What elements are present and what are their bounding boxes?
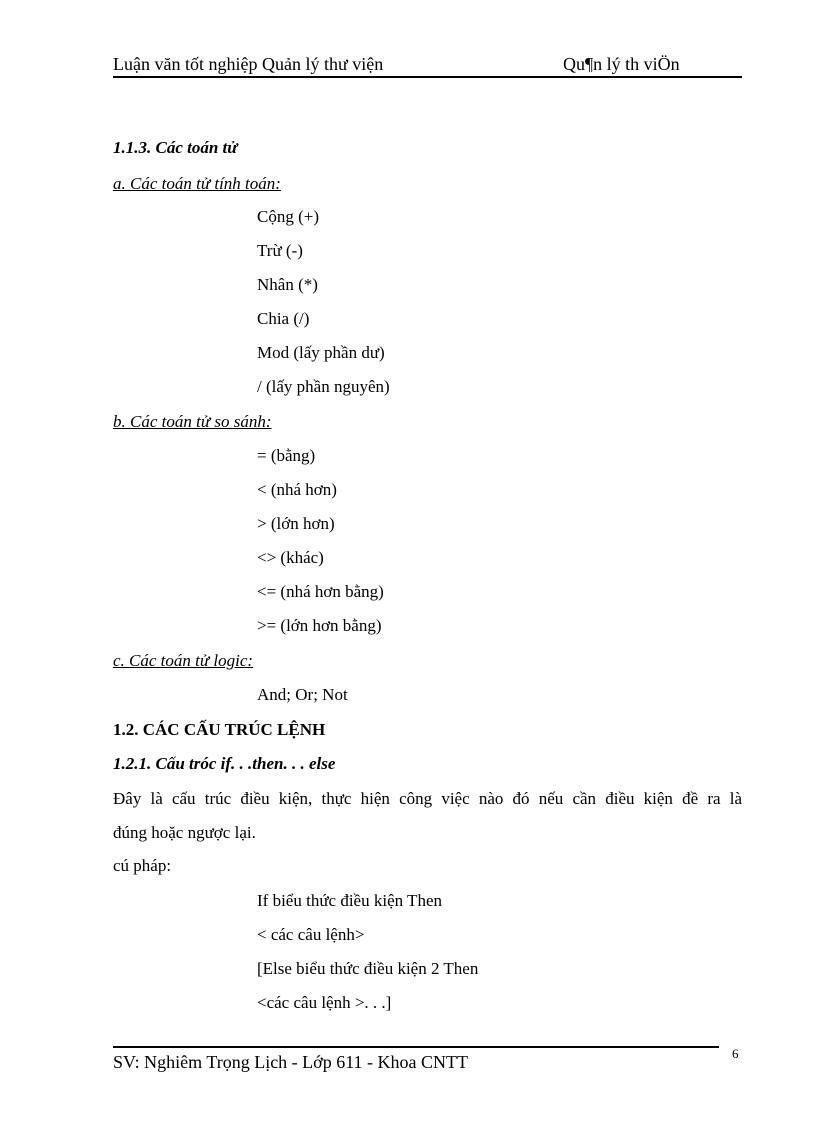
list-item: >= (lớn hơn bằng) [257,616,382,635]
subheading-a: a. Các toán tử tính toán: [113,174,281,193]
section-title-1-1-3: 1.1.3. Các toán tử [113,138,238,157]
syntax-line: < các câu lệnh> [257,925,365,944]
list-item: <= (nhá hơn bằng) [257,582,384,601]
list-item: < (nhá hơn) [257,480,337,499]
list-item: Trừ (-) [257,241,303,260]
paragraph-line: đúng hoặc ngược lại. [113,823,256,842]
section-title-1-2-1: 1.2.1. Cấu tróc if. . .then. . . else [113,754,336,773]
header-left: Luận văn tốt nghiệp Quản lý thư viện [113,54,384,74]
list-item: = (bằng) [257,446,316,465]
syntax-line: <các câu lệnh >. . .] [257,993,392,1012]
list-item: / (lấy phần nguyên) [257,377,390,396]
page-number: 6 [732,1046,739,1061]
list-item: > (lớn hơn) [257,514,335,533]
list-item: And; Or; Not [257,685,348,704]
list-item: <> (khác) [257,548,324,567]
header-right: Qu¶n lý th viÖn [563,54,680,74]
list-item: Mod (lấy phần dư) [257,343,385,362]
list-item: Chia (/) [257,309,310,328]
footer-text: SV: Nghiêm Trọng Lịch - Lớp 611 - Khoa CNTT [113,1052,468,1072]
subheading-b: b. Các toán tử so sánh: [113,412,272,431]
syntax-line: If biểu thức điều kiện Then [257,891,442,910]
syntax-label: cú pháp: [113,856,172,875]
list-item: Nhân (*) [257,275,318,294]
list-item: Cộng (+) [257,207,319,226]
subheading-c: c. Các toán tử logic: [113,651,254,670]
syntax-line: [Else biểu thức điều kiện 2 Then [257,959,479,978]
header-rule [113,76,742,78]
paragraph-line: Đây là cấu trúc điều kiện, thực hiện công việc nào đó nếu cần điều kiện đề ra là [113,789,742,808]
section-title-1-2: 1.2. CÁC CẤU TRÚC LỆNH [113,720,326,739]
footer-rule [113,1046,719,1048]
